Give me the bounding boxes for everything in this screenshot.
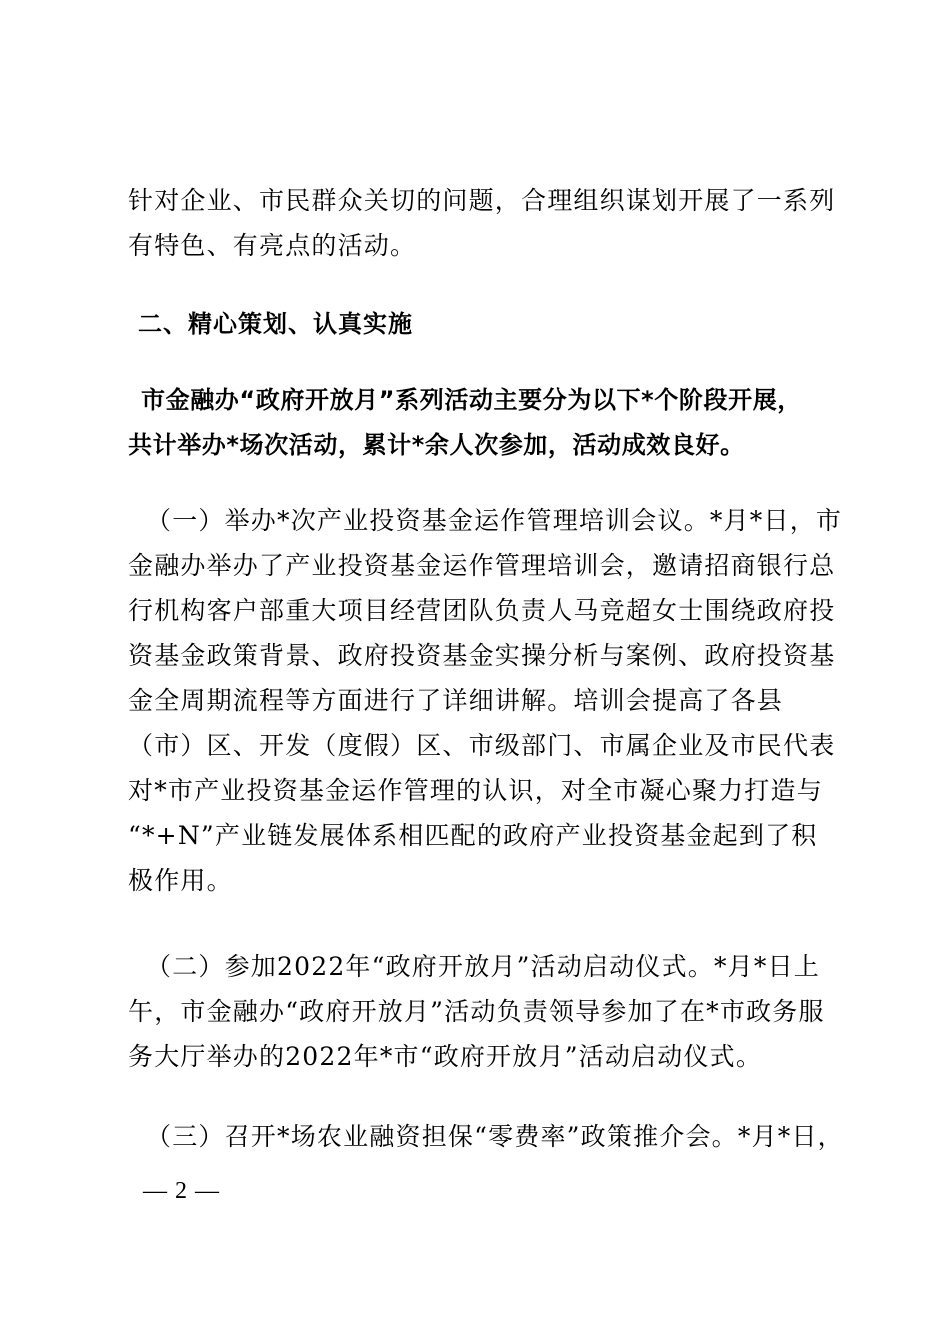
text-line: 资基金政策背景、政府投资基金实操分析与案例、政府投资基 <box>128 641 836 670</box>
section-summary <box>128 378 841 468</box>
item-paragraph-2 <box>128 944 836 1079</box>
text-line: （市）区、开发（度假）区、市级部门、市属企业及市民代表 <box>128 731 836 760</box>
text-line: 金全周期流程等方面进行了详细讲解。培训会提高了各县 <box>128 686 784 715</box>
item-paragraph-3 <box>128 1114 844 1159</box>
intro-paragraph <box>128 178 836 268</box>
text-line: （二）参加2022年“政府开放月”活动启动仪式。*月*日上 <box>146 952 820 981</box>
text-line: 行机构客户部重大项目经营团队负责人马竞超女士围绕政府投 <box>128 596 836 625</box>
text-line: 务大厅举办的2022年*市“政府开放月”活动启动仪式。 <box>128 1042 763 1071</box>
text-line: 金融办举办了产业投资基金运作管理培训会，邀请招商银行总 <box>128 551 836 580</box>
text-line: 共计举办*场次活动，累计*余人次参加，活动成效良好。 <box>128 431 745 459</box>
section-heading: 二、精心策划、认真实施 <box>138 310 413 338</box>
text-line: 对*市产业投资基金运作管理的认识，对全市凝心聚力打造与 <box>128 776 823 805</box>
text-line: （一）举办*次产业投资基金运作管理培训会议。*月*日，市 <box>146 506 843 535</box>
text-line: 针对企业、市民群众关切的问题，合理组织谋划开展了一系列 <box>128 186 836 215</box>
item-paragraph-1 <box>128 498 843 903</box>
page-number: — 2 — <box>143 1178 220 1204</box>
text-line: （三）召开*场农业融资担保“零费率”政策推介会。*月*日， <box>146 1122 844 1151</box>
text-line: 有特色、有亮点的活动。 <box>128 231 417 260</box>
text-line: 市金融办“政府开放月”系列活动主要分为以下*个阶段开展， <box>141 386 802 414</box>
text-line: 极作用。 <box>128 866 233 895</box>
text-line: “*+N”产业链发展体系相匹配的政府产业投资基金起到了积 <box>128 821 818 850</box>
text-line: 午，市金融办“政府开放月”活动负责领导参加了在*市政务服 <box>128 997 825 1026</box>
